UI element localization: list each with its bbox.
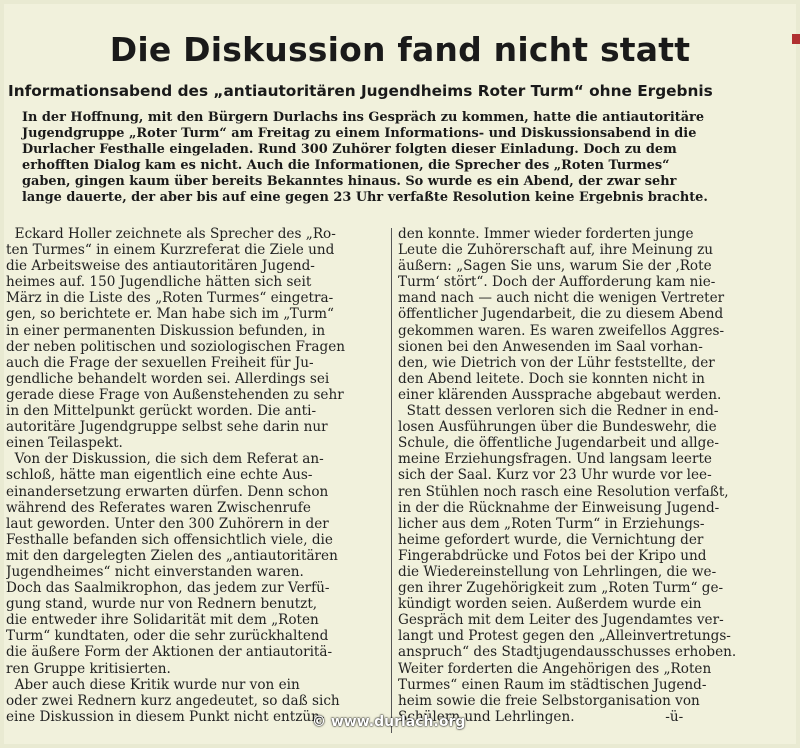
lead-line: Durlacher Festhalle eingeladen. Rund 300 Zuhörer folgten dieser Einladung. Doch zu dem: [22, 142, 677, 158]
article-line: gendliche behandelt worden sei. Allerdings sei: [6, 370, 330, 387]
article-line: Jugendheimes“ nicht einverstanden waren.: [6, 563, 304, 580]
article-line: sich der Saal. Kurz vor 23 Uhr wurde vor lee-: [398, 467, 712, 484]
article-line: gekommen waren. Es waren zweifellos Aggres-: [398, 322, 725, 339]
article-line: autoritäre Jugendgruppe selbst sehe darin nur: [6, 419, 328, 436]
article-line: kündigt worden seien. Außerdem wurde ein: [398, 596, 702, 613]
right-column: [398, 226, 778, 725]
copyright-watermark: © www.durlach.org: [312, 714, 466, 730]
article-line: oder zwei Rednern kurz angedeutet, so daß sich: [6, 692, 340, 709]
article-line: gerade diese Frage von Außenstehenden zu sehr: [6, 386, 344, 403]
article-line: Turm“ kundtaten, oder die sehr zurückhaltend: [6, 628, 329, 645]
article-line: einen Teilaspekt.: [6, 435, 123, 452]
lead-line: erhofften Dialog kam es nicht. Auch die Informationen, die Sprecher des „Roten Turmes“: [22, 158, 670, 174]
article-line: äußern: „Sagen Sie uns, warum Sie der ‚Rote: [398, 258, 712, 275]
lead-line: In der Hoffnung, mit den Bürgern Durlachs ins Gespräch zu kommen, hatte die antiautoritäre: [22, 110, 705, 125]
article-line: die äußere Form der Aktionen der antiautoritä-: [6, 644, 333, 661]
article-line: Festhalle befanden sich offensichtlich viele, die: [6, 531, 333, 548]
article-line: ren Stühlen noch rasch eine Resolution verfaßt,: [398, 483, 729, 500]
article-line: eine Diskussion in diesem Punkt nicht entzün-: [6, 708, 325, 725]
article-line: gen, so berichtete er. Man habe sich im „Turm“: [6, 306, 334, 323]
article-line: den, wie Dietrich von der Lühr feststellte, der: [398, 354, 715, 371]
article-line: den Abend leitete. Doch sie konnten nicht in: [398, 370, 705, 387]
article-line: einandersetzung erwarten dürfen. Denn schon: [6, 483, 329, 500]
article-line: sionen bei den Anwesenden im Saal vorhan-: [398, 338, 703, 355]
article-line: schloß, hätte man eigentlich eine echte Aus-: [6, 467, 313, 484]
article-line: Turmes“ einen Raum im städtischen Jugend-: [398, 676, 707, 693]
lead-line: lange dauerte, der aber bis auf eine gegen 23 Uhr verfaßte Resolution keine Ergebnis brachte.: [22, 190, 708, 206]
article-line: heime gefordert wurde, die Vernichtung der: [398, 531, 704, 548]
lead-line: Jugendgruppe „Roter Turm“ am Freitag zu einem Informations- und Diskussionsabend in die: [22, 126, 697, 142]
article-line: ren Gruppe kritisierten.: [6, 660, 171, 677]
article-line: den konnte. Immer wieder forderten junge: [398, 226, 694, 242]
article-line: die Arbeitsweise des antiautoritären Jugend-: [6, 258, 315, 275]
article-line: Turm‘ stört“. Doch der Aufforderung kam nie-: [398, 274, 716, 291]
lead-line: gaben, gingen kaum über bereits Bekanntes hinaus. So wurde es ein Abend, der zwar sehr: [22, 174, 677, 190]
article-line: in der die Rücknahme der Einweisung Jugend-: [398, 499, 720, 516]
article-line: laut geworden. Unter den 300 Zuhörern in der: [6, 515, 329, 532]
article-line: auch die Frage der sexuellen Freiheit für Ju-: [6, 354, 314, 371]
article-line: in den Mittelpunkt gerückt worden. Die anti-: [6, 403, 317, 420]
article-line: in einer permanenten Diskussion befunden, in: [6, 322, 326, 339]
article-line: losen Ausführungen über die Bundeswehr, die: [398, 419, 717, 436]
article-line: anspruch“ des Stadtjugendausschusses erhoben.: [398, 644, 737, 661]
article-line: Schule, die öffentliche Jugendarbeit und allge-: [398, 435, 719, 452]
article-line: der neben politischen und soziologischen Fragen: [6, 338, 346, 355]
article-line: März in die Liste des „Roten Turmes“ eingetra-: [6, 290, 334, 307]
article-line: licher aus dem „Roten Turm“ in Erziehungs-: [398, 515, 705, 532]
article-line: gen ihrer Zugehörigkeit zum „Roten Turm“ ge-: [398, 580, 724, 597]
article-line: die entweder ihre Solidarität mit dem „Roten: [6, 612, 319, 629]
article-line: einer klärenden Aussprache abgebaut werden.: [398, 386, 722, 403]
article-line: langt und Protest gegen den „Alleinvertretungs-: [398, 628, 731, 645]
article-line: öffentlicher Jugendarbeit, die zu diesem Abend: [398, 306, 724, 323]
article-line: während des Referates waren Zwischenrufe: [6, 499, 311, 516]
article-line: gung stand, wurde nur von Rednern benutzt,: [6, 596, 318, 613]
article-line: Aber auch diese Kritik wurde nur von ein: [6, 676, 300, 693]
article-line: Eckard Holler zeichnete als Sprecher des „Ro-: [6, 226, 336, 242]
article-line: mand nach — auch nicht die wenigen Vertreter: [398, 290, 725, 307]
article-line: ten Turmes“ in einem Kurzreferat die Ziele und: [6, 242, 335, 259]
subheadline: Informationsabend des „antiautoritären Jugendheims Roter Turm“ ohne Ergebnis: [8, 82, 713, 100]
article-line: Fingerabdrücke und Fotos bei der Kripo und: [398, 547, 707, 564]
article-line: Weiter forderten die Angehörigen des „Roten: [398, 660, 712, 677]
article-line: Doch das Saalmikrophon, das jedem zur Verfü-: [6, 580, 330, 597]
article-line: die Wiedereinstellung von Lehrlingen, die we-: [398, 563, 717, 580]
article-line: heim sowie die freie Selbstorganisation von: [398, 692, 700, 709]
article-line: Von der Diskussion, die sich dem Referat an-: [6, 451, 324, 468]
article-line: mit den dargelegten Zielen des „antiautoritären: [6, 547, 338, 564]
article-line: Gespräch mit dem Leiter des Jugendamtes ver-: [398, 612, 724, 629]
lead-paragraph: [22, 110, 782, 207]
column-divider: [391, 228, 392, 733]
article-line: Schülern und Lehrlingen. -ü-: [398, 708, 684, 725]
left-column: [6, 226, 386, 725]
article-line: Leute die Zuhörerschaft auf, ihre Meinung zu: [398, 242, 714, 259]
article-line: heimes auf. 150 Jugendliche hätten sich seit: [6, 274, 312, 291]
headline: Die Diskussion fand nicht statt: [109, 30, 691, 69]
article-line: Statt dessen verloren sich die Redner in end-: [398, 403, 719, 420]
article-line: meine Erziehungsfragen. Und langsam leerte: [398, 451, 712, 468]
